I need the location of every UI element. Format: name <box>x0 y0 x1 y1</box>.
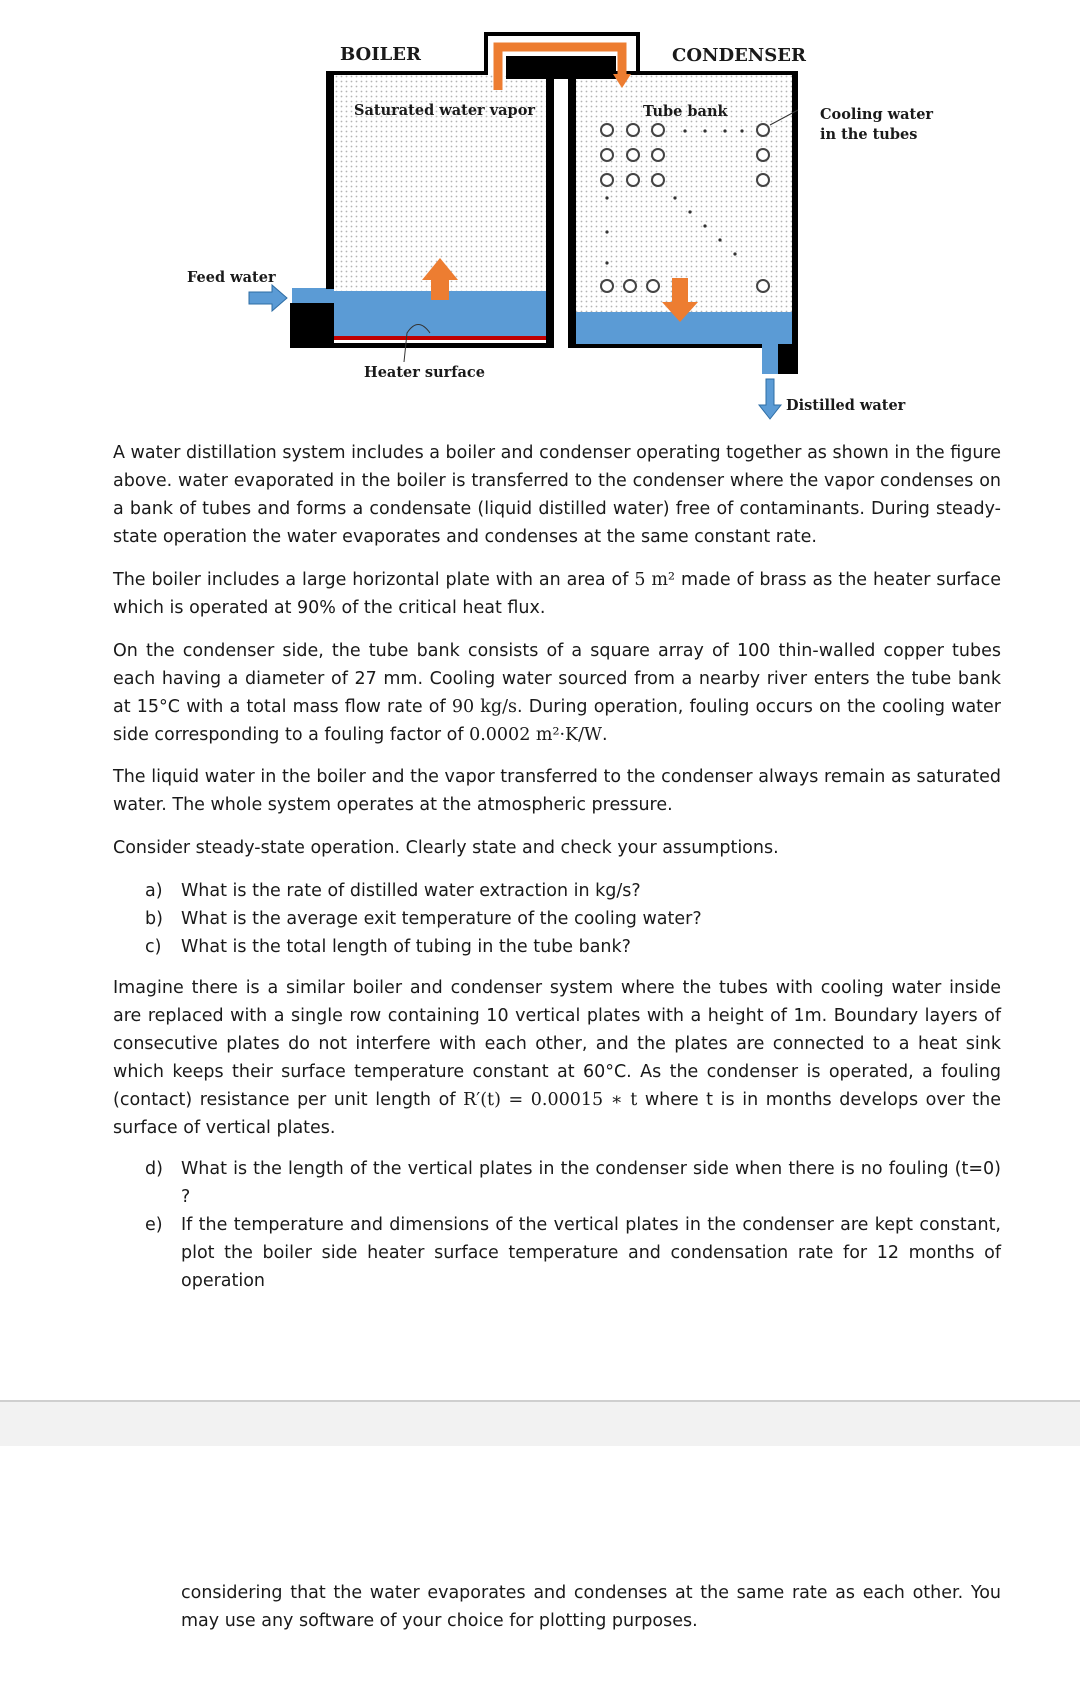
heater-surface-label: Heater surface <box>364 364 485 381</box>
vapor-label: Saturated water vapor <box>354 102 536 119</box>
assumptions-text: Consider steady-state operation. Clearly state and check your assumptions. <box>113 838 779 858</box>
question-a <box>145 877 1001 905</box>
question-text: What is the rate of distilled water extraction in kg/s? <box>181 881 641 901</box>
cooling-water-label-line1: Cooling water <box>820 106 934 123</box>
cooling-flow-value: 90 kg/s <box>451 697 517 717</box>
fouling-resistance-formula: R′(t) = 0.00015 ∗ t <box>463 1090 638 1110</box>
question-list-2 <box>145 1155 1001 1295</box>
question-text: What is the average exit temperature of the cooling water? <box>181 909 702 929</box>
question-label: c) <box>145 937 162 957</box>
fouling-factor-value: 0.0002 m²·K/W <box>469 725 603 745</box>
plates-text-b: where t is in months develops over the surface of vertical plates. <box>113 1090 1001 1138</box>
question-label: d) <box>145 1159 163 1179</box>
question-e <box>145 1211 1001 1295</box>
saturation-text: The liquid water in the boiler and the vapor transferred to the condenser always remain as saturated water. The whole system operates at the atmospheric pressure. <box>113 767 1001 815</box>
condenser-text-b: . During operation, fouling occurs on the cooling water side corresponding to a fouling factor of <box>113 697 1002 745</box>
question-text: What is the length of the vertical plates in the condenser side when there is no fouling (t=0) ? <box>181 1159 1001 1207</box>
feed-inlet-water <box>292 288 334 303</box>
plates-text-a: Imagine there is a similar boiler and condenser system where the tubes with cooling water inside are replaced with a single row containing 10 vertical plates with a height of 1m. Boundary layers of consecutive plates do not interfere with each other, and the plates are connected to a heat sink which keeps their surface temperature constant at 60°C. As the condenser is operated, a fouling (contact) resistance per unit length of <box>113 978 1001 1110</box>
tube-bank-label: Tube bank <box>643 103 728 120</box>
condenser-text-a: On the condenser side, the tube bank consists of a square array of 100 thin-walled copper tubes each having a diameter of 27 mm. Cooling water sourced from a nearby river enters the tube bank at 15°C with a total mass flow rate of <box>113 641 1001 717</box>
question-label: e) <box>145 1215 163 1235</box>
question-d <box>145 1155 1001 1211</box>
paragraph-system-description: A water distillation system includes a boiler and condenser operating together as shown in the figure above. water evaporated in the boiler is transferred to the condenser where the vapor condenses on a bank of tubes and forms a condensate (liquid distilled water) free of contaminants. During steady-state operation the water evaporates and condenses at the same constant rate. <box>113 443 1001 547</box>
question-c <box>145 933 1001 961</box>
distilled-water-label: Distilled water <box>786 397 906 414</box>
question-e-continuation: considering that the water evaporates and condenses at the same rate as each other. You may use any software of your choice for plotting purposes. <box>181 1583 1001 1631</box>
question-text: If the temperature and dimensions of the vertical plates in the condenser are kept constant, plot the boiler side heater surface temperature and condensation rate for 12 months of operation <box>181 1215 1001 1291</box>
distillation-diagram <box>0 0 1080 420</box>
question-label: a) <box>145 881 163 901</box>
problem-intro <box>113 439 1001 551</box>
distilled-outlet-water <box>762 344 778 374</box>
cooling-water-label-line2: in the tubes <box>820 126 918 143</box>
question-b <box>145 905 1001 933</box>
document-page-2 <box>0 1446 1080 1685</box>
boiler-area-value: 5 m² <box>634 570 676 590</box>
boiler-text-b: made of brass as the heater surface which is operated at 90% of the critical heat flux. <box>113 570 1002 618</box>
question-label: b) <box>145 909 163 929</box>
paragraph-condenser <box>113 637 1001 749</box>
paragraph-assumptions <box>113 834 1001 862</box>
feed-water-arrow <box>249 285 287 311</box>
distilled-water-arrow <box>759 379 781 419</box>
heater-surface <box>334 336 546 340</box>
boiler-label: BOILER <box>340 44 421 65</box>
question-text: What is the total length of tubing in the tube bank? <box>181 937 631 957</box>
page-separator <box>0 1400 1080 1446</box>
paragraph-saturation <box>113 763 1001 819</box>
condenser-label: CONDENSER <box>672 45 806 66</box>
paragraph-boiler <box>113 566 1001 622</box>
feed-water-label: Feed water <box>187 269 276 286</box>
question-list-1 <box>145 877 1001 961</box>
condenser-text-c: . <box>602 725 608 745</box>
boiler-text-a: The boiler includes a large horizontal plate with an area of <box>113 570 635 590</box>
paragraph-vertical-plates <box>113 974 1001 1142</box>
